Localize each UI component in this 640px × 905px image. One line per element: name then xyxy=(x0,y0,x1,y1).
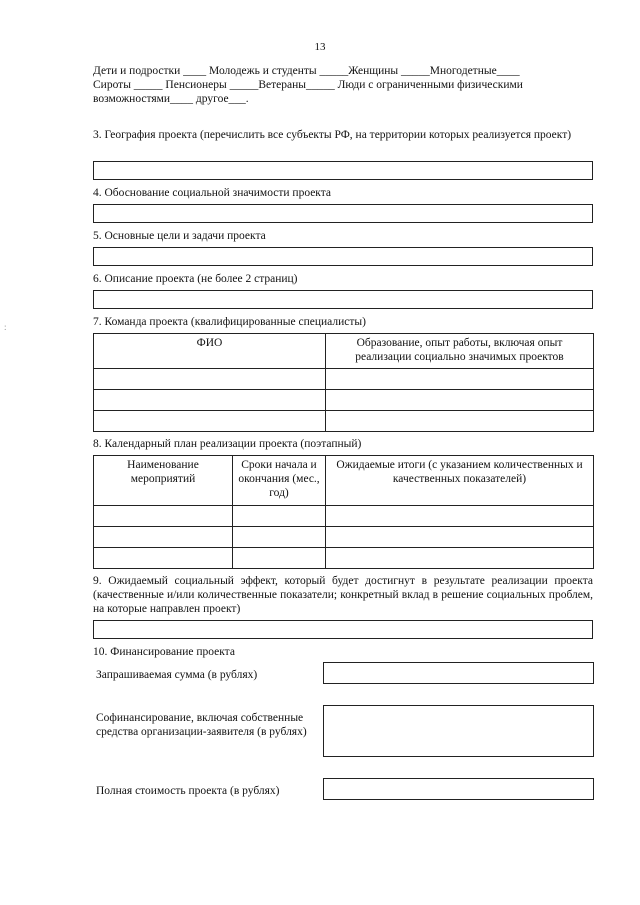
table-cell[interactable] xyxy=(94,527,233,548)
section-5-field[interactable] xyxy=(93,247,593,266)
plan-col-results: Ожидаемые итоги (с указанием количественных и качественных показателей) xyxy=(326,456,594,506)
plan-table xyxy=(93,455,594,569)
stray-mark: : xyxy=(4,322,7,332)
table-cell[interactable] xyxy=(326,369,594,390)
target-groups-line-1: Дети и подростки ____ Молодежь и студенты _____Женщины _____Многодетные____ xyxy=(93,65,520,77)
plan-table-header xyxy=(94,456,594,506)
table-cell[interactable] xyxy=(326,548,594,569)
total-cost-label: Полная стоимость проекта (в рублях) xyxy=(96,785,280,797)
table-cell[interactable] xyxy=(94,369,326,390)
table-cell[interactable] xyxy=(233,548,326,569)
team-col-name: ФИО xyxy=(94,334,326,369)
table-row xyxy=(94,527,594,548)
team-table-header xyxy=(94,334,594,369)
table-cell[interactable] xyxy=(326,390,594,411)
target-groups xyxy=(93,64,593,106)
section-5-heading: 5. Основные цели и задачи проекта xyxy=(93,230,266,242)
cofinancing-field[interactable] xyxy=(323,705,594,757)
table-cell[interactable] xyxy=(94,548,233,569)
table-row xyxy=(94,548,594,569)
section-9-field[interactable] xyxy=(93,620,593,639)
target-groups-line-3: возможностями____ другое___. xyxy=(93,93,249,105)
section-6-heading: 6. Описание проекта (не более 2 страниц) xyxy=(93,273,298,285)
table-row xyxy=(94,369,594,390)
plan-col-activities: Наименование мероприятий xyxy=(94,456,233,506)
section-10-heading: 10. Финансирование проекта xyxy=(93,646,235,658)
table-row xyxy=(94,390,594,411)
section-8-heading: 8. Календарный план реализации проекта (поэтапный) xyxy=(93,438,362,450)
section-3-heading: 3. География проекта (перечислить все субъекты РФ, на территории которых реализуется проект) xyxy=(93,129,572,141)
cofinancing-label: Софинансирование, включая собственные средства организации-заявителя (в рублях) xyxy=(96,712,307,738)
total-cost-field[interactable] xyxy=(323,778,594,800)
plan-col-dates: Сроки начала и окончания (мес., год) xyxy=(233,456,326,506)
table-cell[interactable] xyxy=(326,411,594,432)
section-6-field[interactable] xyxy=(93,290,593,309)
section-3-field[interactable] xyxy=(93,161,593,180)
table-cell[interactable] xyxy=(94,411,326,432)
team-table xyxy=(93,333,594,432)
section-4-field[interactable] xyxy=(93,204,593,223)
table-cell[interactable] xyxy=(233,506,326,527)
table-cell[interactable] xyxy=(326,506,594,527)
table-cell[interactable] xyxy=(326,527,594,548)
section-7-heading: 7. Команда проекта (квалифицированные специалисты) xyxy=(93,316,366,328)
table-row xyxy=(94,411,594,432)
table-row xyxy=(94,506,594,527)
table-cell[interactable] xyxy=(233,527,326,548)
section-4-heading: 4. Обоснование социальной значимости проекта xyxy=(93,187,332,199)
table-cell[interactable] xyxy=(94,506,233,527)
target-groups-line-2: Сироты _____ Пенсионеры _____Ветераны_____ Люди с ограниченными физическими xyxy=(93,79,523,91)
table-cell[interactable] xyxy=(94,390,326,411)
page-number: 13 xyxy=(314,41,326,53)
requested-amount-label: Запрашиваемая сумма (в рублях) xyxy=(96,669,258,681)
team-col-education: Образование, опыт работы, включая опыт реализации социально значимых проектов xyxy=(326,334,594,369)
section-9-heading: 9. Ожидаемый социальный эффект, который будет достигнут в результате реализации проекта (качественные и/или количественные показатели; конкретный вклад в решение социальных проблем, на которые направлен проект) xyxy=(93,575,593,615)
requested-amount-field[interactable] xyxy=(323,662,594,684)
